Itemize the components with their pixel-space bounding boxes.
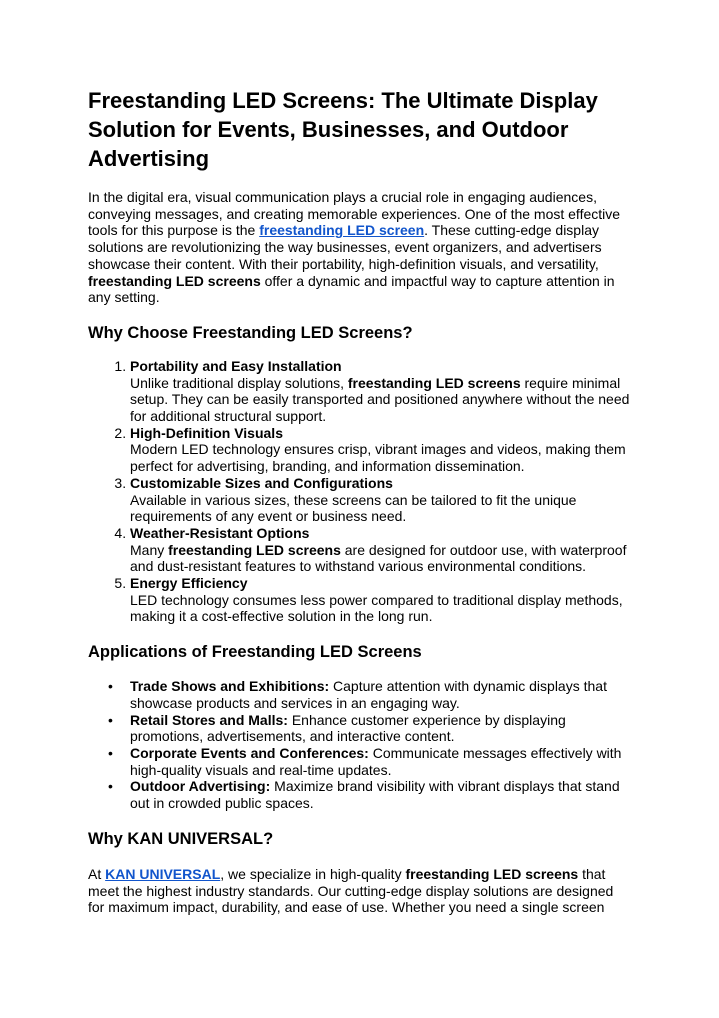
intro-text-2: . These cutting-edge display solutions are revolutionizing the way businesses, event organizers, and advertisers showcase their content. With their portability, high-definition visuals, and versatility, <box>88 222 602 272</box>
document-page <box>88 86 633 916</box>
reasons-list <box>88 358 633 625</box>
reason-item <box>130 575 633 625</box>
kan-text-3: that meet the highest industry standards. Our cutting-edge display solutions are designed for maximum impact, durability, and ease of use. Whether you need a single screen <box>88 865 614 916</box>
reason-text: Available in various sizes, these screens can be tailored to fit the unique requirements of any event or business need. <box>130 491 577 525</box>
bullet-icon: • <box>108 711 113 728</box>
reason-title: Energy Efficiency <box>130 575 248 592</box>
kan-paragraph <box>88 866 633 916</box>
page-title: Freestanding LED Screens: The Ultimate Display Solution for Events, Businesses, and Outdoor Advertising <box>88 88 598 171</box>
intro-bold: freestanding LED screens <box>88 272 261 289</box>
kan-universal-link[interactable]: KAN UNIVERSAL <box>105 865 221 882</box>
application-item <box>108 711 633 745</box>
bullet-icon: • <box>108 678 113 695</box>
reason-text-post: require minimal setup. They can be easily transported and positioned anywhere without the need for additional structural support. <box>130 374 630 425</box>
reason-item <box>130 475 633 525</box>
application-text: Maximize brand visibility with vibrant displays that stand out in crowded public spaces. <box>130 778 620 812</box>
applications-heading: Applications of Freestanding LED Screens <box>88 643 422 662</box>
why-kan-heading: Why KAN UNIVERSAL? <box>88 829 274 848</box>
kan-text-2: , we specialize in high-quality <box>220 865 406 882</box>
intro-text-1: In the digital era, visual communication plays a crucial role in engaging audiences, conveying messages, and creating memorable experiences. One of the most effective tools for this purpose is the <box>88 189 621 239</box>
why-choose-heading: Why Choose Freestanding LED Screens? <box>88 323 413 342</box>
reason-bold: freestanding LED screens <box>347 374 521 391</box>
reason-text: Modern LED technology ensures crisp, vibrant images and videos, making them perfect for advertising, branding, and information dissemination. <box>130 441 626 475</box>
kan-text-1: At <box>88 865 106 882</box>
application-label: Trade Shows and Exhibitions: <box>130 678 330 695</box>
application-text: Capture attention with dynamic displays that showcase products and services in an engaging way. <box>130 678 607 711</box>
application-text: Enhance customer experience by displaying promotions, advertisements, and interactive content. <box>130 711 566 745</box>
reason-title: Customizable Sizes and Configurations <box>130 474 393 491</box>
reason-item <box>130 525 633 575</box>
kan-bold: freestanding LED screens <box>405 865 579 882</box>
applications-list <box>88 678 633 812</box>
reason-item <box>130 358 633 425</box>
reason-text: Many <box>130 541 169 558</box>
bullet-icon: • <box>108 778 113 795</box>
reason-text-post: are designed for outdoor use, with waterproof and dust-resistant features to withstand various environmental conditions. <box>130 541 627 575</box>
application-label: Outdoor Advertising: <box>130 778 271 795</box>
application-label: Corporate Events and Conferences: <box>130 744 369 761</box>
application-item <box>108 744 633 778</box>
reason-title: Portability and Easy Installation <box>130 357 342 374</box>
bullet-icon: • <box>108 744 113 761</box>
intro-paragraph <box>88 189 633 306</box>
reason-bold: freestanding LED screens <box>168 541 341 558</box>
reason-item <box>130 425 633 475</box>
reason-title: High-Definition Visuals <box>130 424 283 441</box>
application-item <box>108 678 633 711</box>
reason-text: LED technology consumes less power compared to traditional display methods, making it a cost-effective solution in the long run. <box>130 591 623 625</box>
application-text: Communicate messages effectively with high-quality visuals and real-time updates. <box>130 744 622 778</box>
reason-text: Unlike traditional display solutions, <box>130 374 348 391</box>
application-item <box>108 778 633 812</box>
intro-text-3: offer a dynamic and impactful way to capture attention in any setting. <box>88 272 615 306</box>
application-label: Retail Stores and Malls: <box>130 711 288 728</box>
freestanding-led-screen-link[interactable]: freestanding LED screen <box>259 222 425 239</box>
reason-title: Weather-Resistant Options <box>130 524 310 541</box>
